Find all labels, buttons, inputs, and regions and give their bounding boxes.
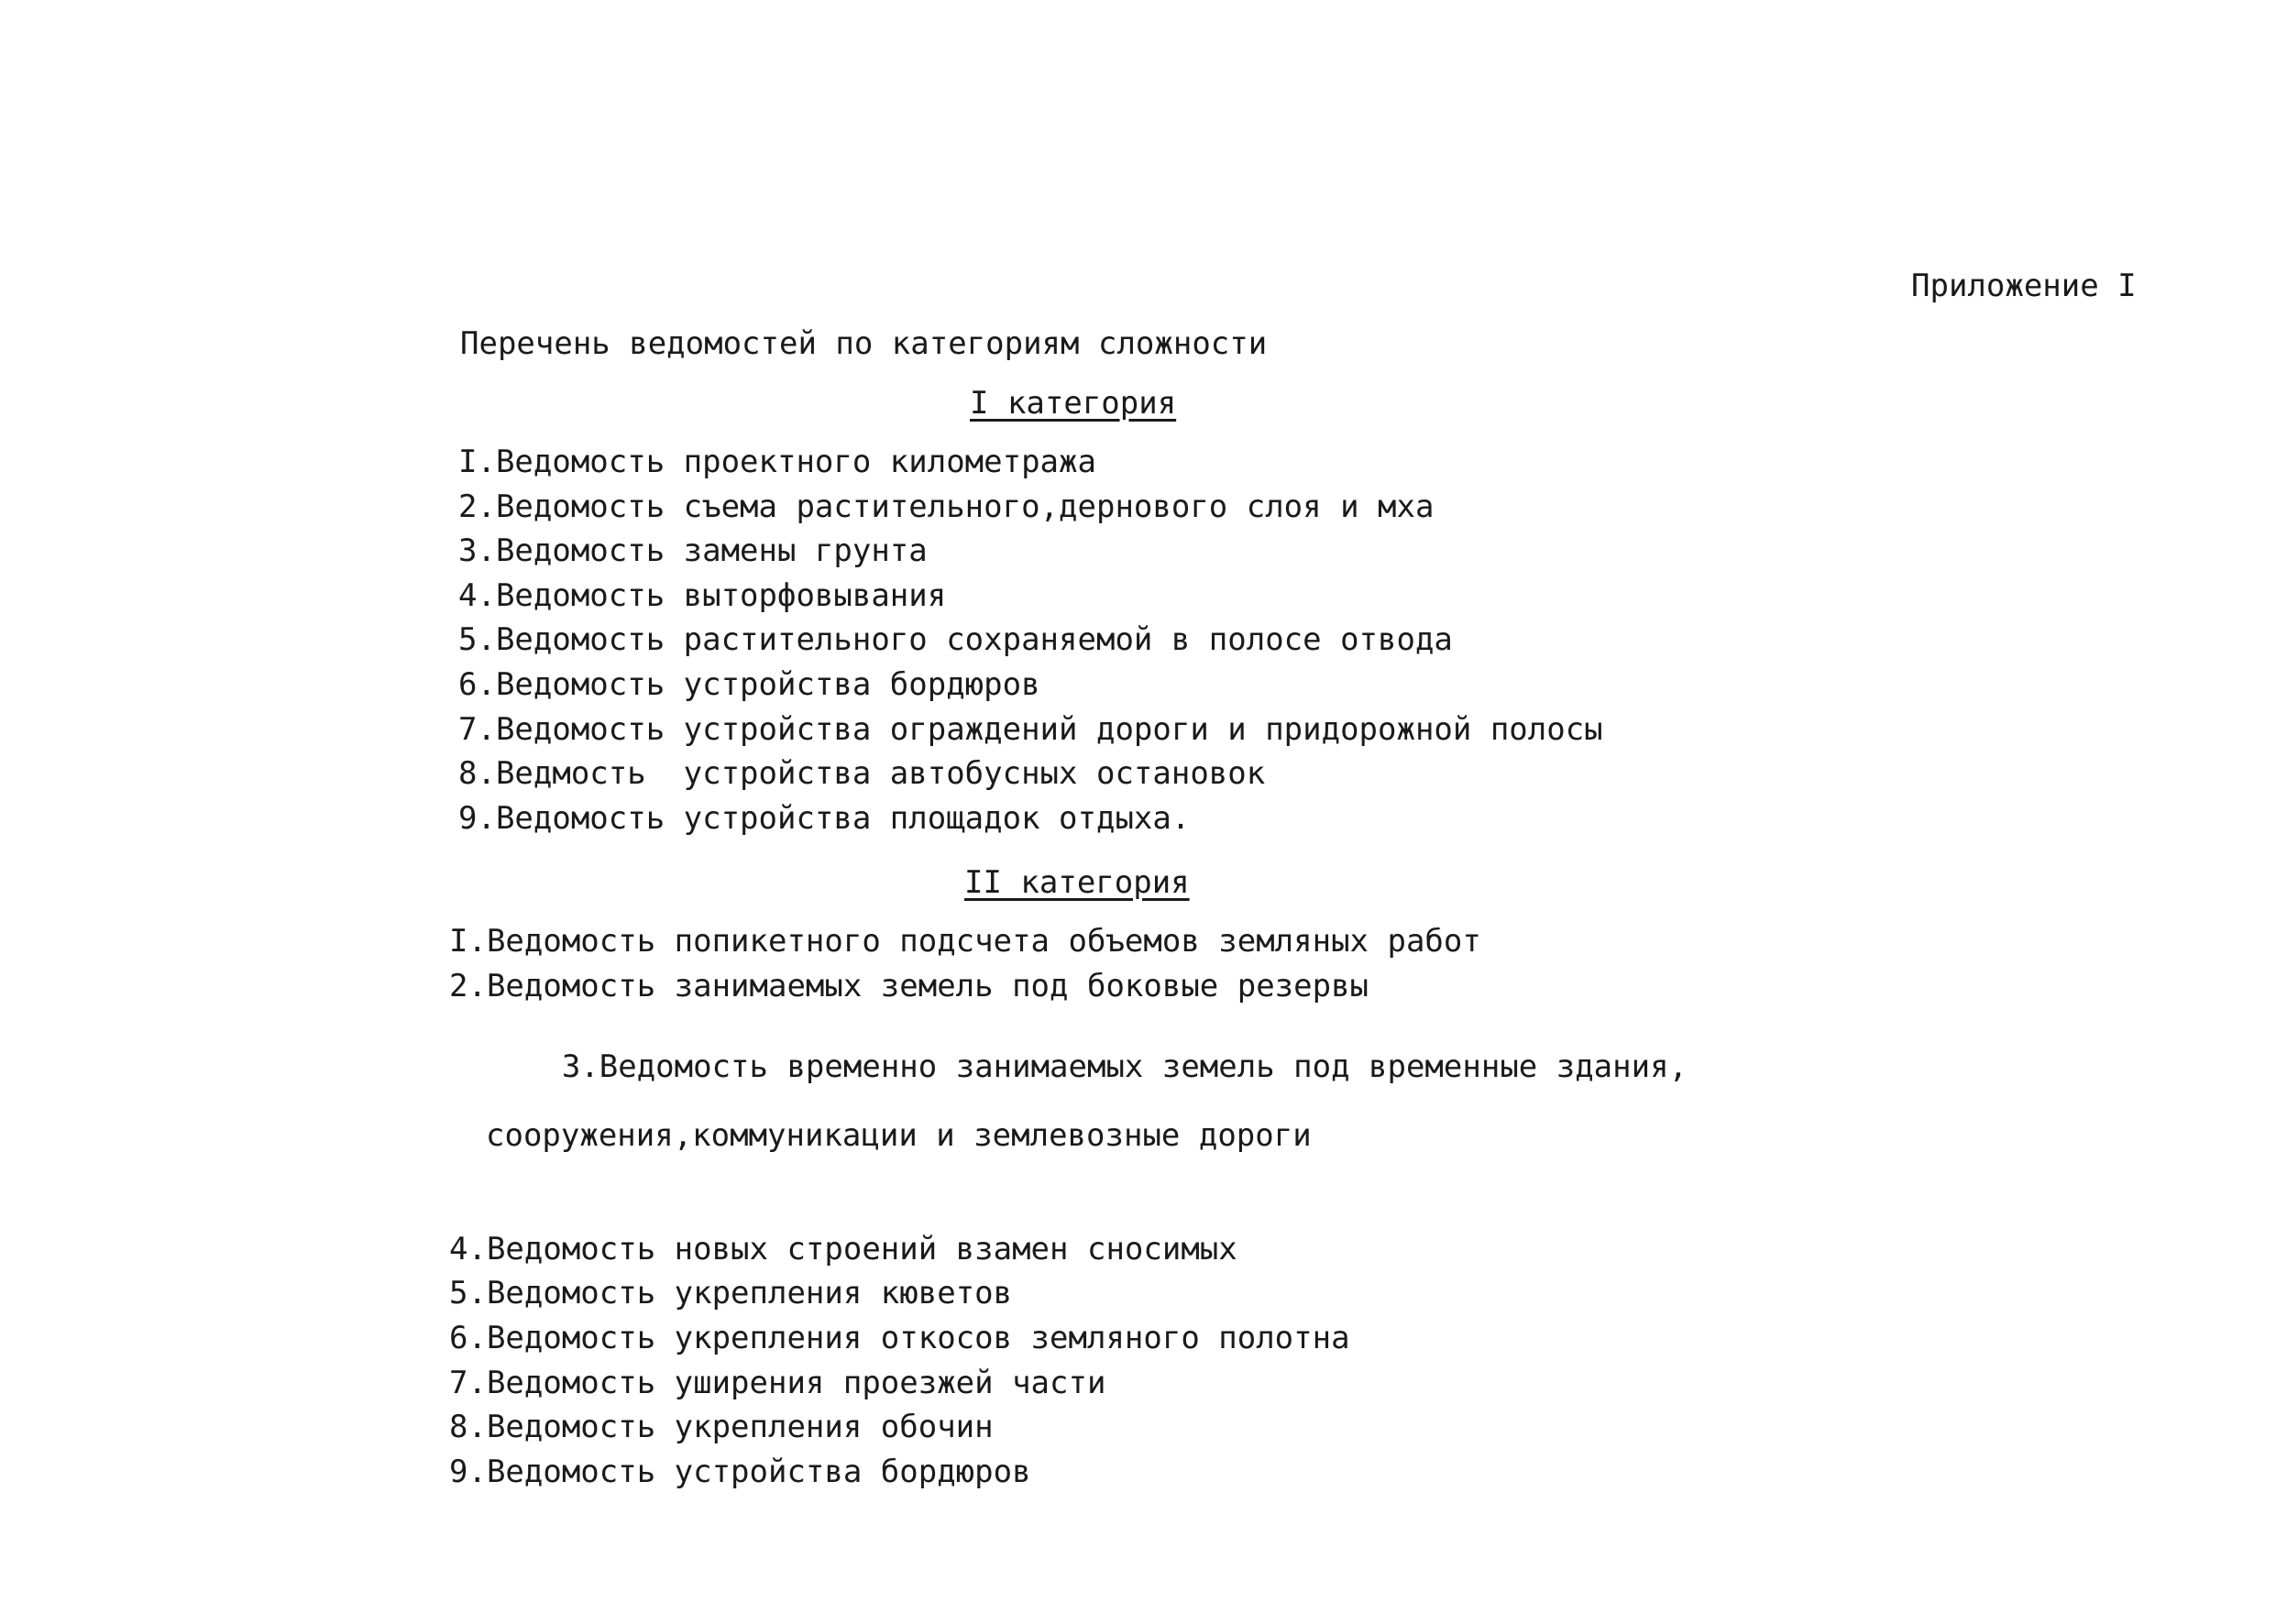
list-item: 6.Ведомость укрепления откосов земляного полотна — [449, 1319, 1350, 1356]
list-item: 9.Ведомость устройства площадок отдыха. — [458, 799, 1191, 837]
list-item: 7.Ведомость уширения проезжей части — [449, 1364, 1106, 1401]
category-2-list — [449, 923, 1688, 1498]
list-item: 8.Ведомость укрепления обочин — [449, 1409, 994, 1446]
category-2-heading: II категория — [964, 864, 1190, 901]
list-item-text: 3.Ведомость временно занимаемых земель под временные здания, — [561, 1048, 1688, 1086]
list-item: 9.Ведомость устройства бордюров — [449, 1453, 1031, 1490]
list-item: 5.Ведомость укрепления кюветов — [449, 1275, 1013, 1312]
list-item: 5.Ведомость растительного сохраняемой в полосе отвода — [458, 621, 1453, 659]
list-item: 3.Ведомость замены грунта — [458, 532, 928, 570]
list-item: 7.Ведомость устройства ограждений дороги и придорожной полосы — [458, 710, 1603, 748]
category-1-list — [458, 444, 1603, 844]
list-item: 4.Ведомость выторфовывания — [458, 576, 947, 614]
list-item: 2.Ведомость занимаемых земель под боковые резервы — [449, 967, 1369, 1004]
appendix-label: Приложение I — [1911, 268, 2137, 304]
document-title: Перечень ведомостей по категориям сложности — [460, 325, 1268, 362]
list-item: 4.Ведомость новых строений взамен сносимых — [449, 1230, 1237, 1267]
list-item: I.Ведомость проектного километража — [458, 444, 1096, 480]
category-1-heading: I категория — [970, 385, 1177, 422]
list-item-multiline — [449, 1012, 1688, 1223]
list-item: 8.Ведмость устройства автобусных остановок — [458, 755, 1266, 793]
list-item-continuation: сооружения,коммуникации и землевозные дороги — [486, 1117, 1312, 1155]
list-item: 2.Ведомость съема растительного,дернового слоя и мха — [458, 488, 1435, 525]
list-item: 6.Ведомость устройства бордюров — [458, 665, 1040, 703]
list-item: I.Ведомость попикетного подсчета объемов земляных работ — [449, 923, 1481, 960]
